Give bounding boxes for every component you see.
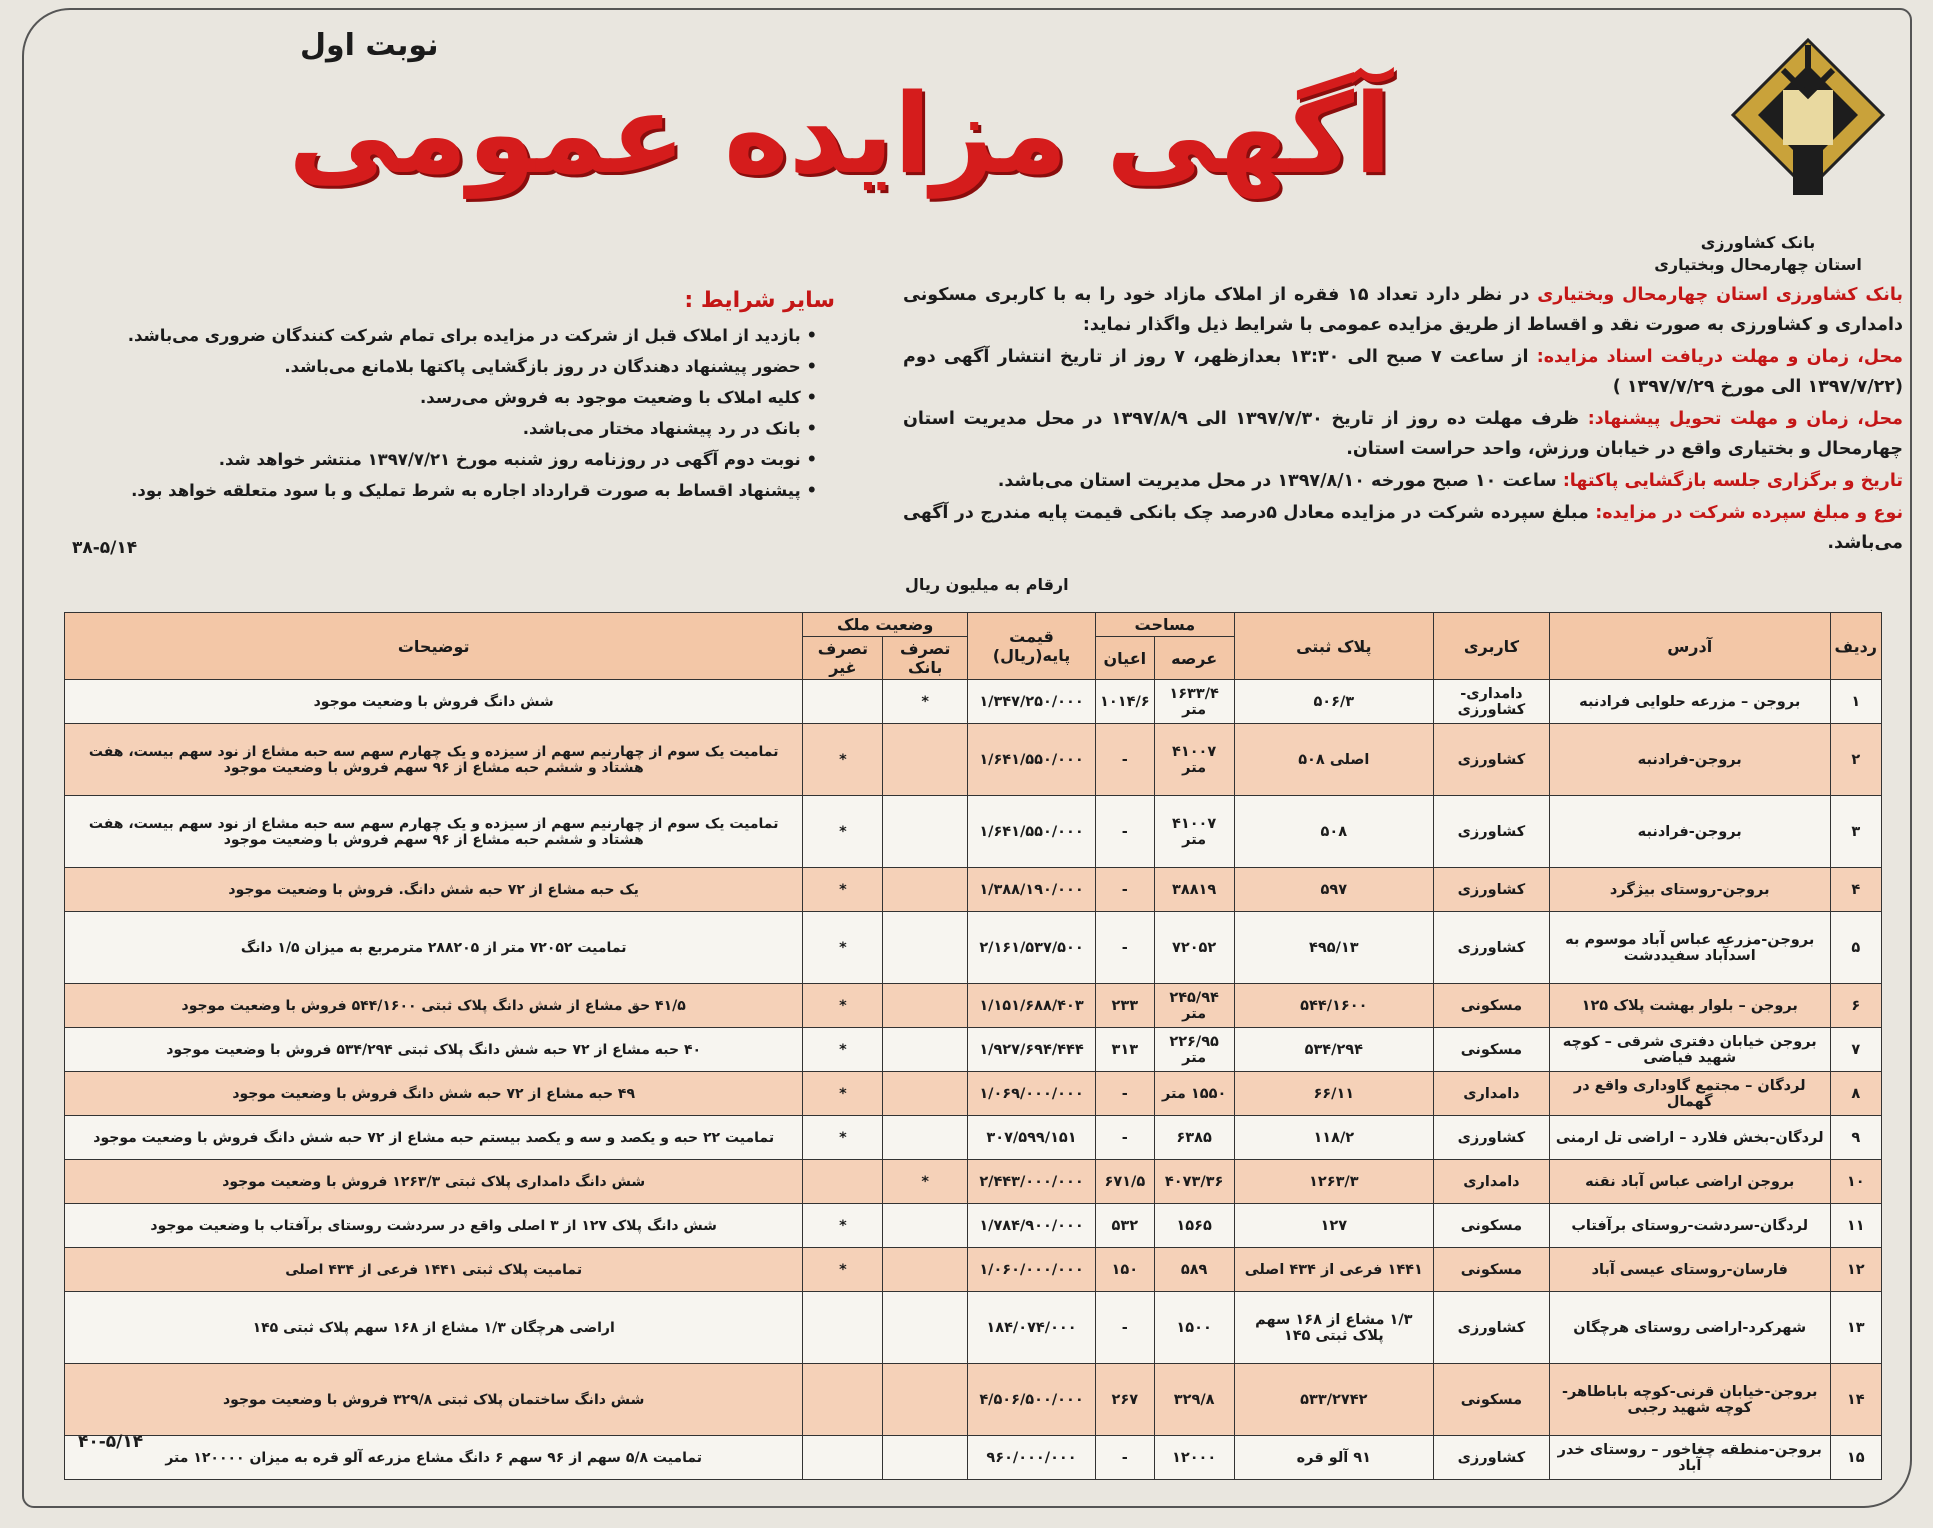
cell-description: ۴۹ حبه مشاع از ۷۲ حبه شش دانگ فروش با وضعیت موجود: [65, 1072, 803, 1116]
cell-land: ۳۲۹/۸: [1154, 1364, 1234, 1436]
table-row: [65, 724, 1882, 796]
header-address: آدرس: [1549, 613, 1830, 680]
cell-price: ۲/۴۴۳/۰۰۰/۰۰۰: [967, 1160, 1095, 1204]
cell-usage: کشاورزی: [1433, 796, 1549, 868]
cell-other-possession: [803, 1292, 883, 1364]
cell-bank-possession: [883, 796, 968, 868]
cell-plaque: اصلی ۵۰۸: [1234, 724, 1433, 796]
intro-highlight: بانک کشاورزی استان چهارمحال وبختیاری: [1537, 285, 1903, 305]
round-label: نوبت اول: [300, 28, 439, 63]
cell-bank-possession: [883, 1204, 968, 1248]
cell-row-number: ۶: [1830, 984, 1881, 1028]
cell-bank-possession: *: [883, 680, 968, 724]
cell-land: ۴۱۰۰۷ متر: [1154, 796, 1234, 868]
cell-bank-possession: [883, 868, 968, 912]
bank-name: بانک کشاورزی: [1700, 233, 1816, 252]
cell-other-possession: *: [803, 984, 883, 1028]
cell-description: یک حبه مشاع از ۷۲ حبه شش دانگ. فروش با وضعیت موجود: [65, 868, 803, 912]
documents-paragraph: [903, 342, 1903, 402]
cell-other-possession: *: [803, 1116, 883, 1160]
cell-row-number: ۱: [1830, 680, 1881, 724]
table-row: [65, 1160, 1882, 1204]
opening-highlight: تاریخ و برگزاری جلسه بازگشایی پاکتها:: [1562, 471, 1903, 491]
cell-plaque: ۵۰۸: [1234, 796, 1433, 868]
cell-other-possession: *: [803, 1028, 883, 1072]
cell-bank-possession: [883, 1072, 968, 1116]
cell-usage: کشاورزی: [1433, 1436, 1549, 1480]
cell-plaque: ۱۲۶۳/۳: [1234, 1160, 1433, 1204]
bank-province: استان چهارمحال وبختیاری: [1654, 255, 1862, 274]
cell-description: اراضی هرچگان ۱/۳ مشاع از ۱۶۸ سهم پلاک ثبتی ۱۴۵: [65, 1292, 803, 1364]
cell-usage: دامداری-کشاورزی: [1433, 680, 1549, 724]
cell-row-number: ۱۴: [1830, 1364, 1881, 1436]
cell-row-number: ۱۱: [1830, 1204, 1881, 1248]
cell-address: بروجن-فرادنبه: [1549, 796, 1830, 868]
cell-land: ۲۲۶/۹۵ متر: [1154, 1028, 1234, 1072]
cell-building: -: [1096, 1292, 1155, 1364]
header-price: قیمت پایه(ریال): [967, 613, 1095, 680]
cell-description: شش دانگ دامداری پلاک ثبتی ۱۲۶۳/۳ فروش با وضعیت موجود: [65, 1160, 803, 1204]
cell-row-number: ۳: [1830, 796, 1881, 868]
cell-other-possession: [803, 1160, 883, 1204]
cell-building: -: [1096, 912, 1155, 984]
cell-address: فارسان-روستای عیسی آباد: [1549, 1248, 1830, 1292]
cell-price: ۱/۱۵۱/۶۸۸/۴۰۳: [967, 984, 1095, 1028]
cell-bank-possession: [883, 1292, 968, 1364]
cell-other-possession: *: [803, 796, 883, 868]
cell-usage: دامداری: [1433, 1160, 1549, 1204]
cell-row-number: ۵: [1830, 912, 1881, 984]
cell-plaque: ۹۱ آلو قره: [1234, 1436, 1433, 1480]
cell-bank-possession: [883, 1116, 968, 1160]
units-note: ارقام به میلیون ریال: [905, 575, 1069, 594]
cell-row-number: ۹: [1830, 1116, 1881, 1160]
cell-other-possession: [803, 1436, 883, 1480]
cell-other-possession: *: [803, 912, 883, 984]
cell-description: شش دانگ ساختمان پلاک ثبتی ۳۲۹/۸ فروش با وضعیت موجود: [65, 1364, 803, 1436]
cell-building: -: [1096, 868, 1155, 912]
cell-bank-possession: [883, 1028, 968, 1072]
cell-bank-possession: [883, 1364, 968, 1436]
cell-description: تمامیت ۲۲ حبه و یکصد و سه و یکصد بیستم حبه مشاع از ۷۲ حبه شش دانگ فروش با وضعیت موجود: [65, 1116, 803, 1160]
cell-usage: مسکونی: [1433, 1248, 1549, 1292]
header-building: اعیان: [1096, 637, 1155, 680]
table-row: [65, 796, 1882, 868]
submission-paragraph: [903, 404, 1903, 464]
cell-price: ۴/۵۰۶/۵۰۰/۰۰۰: [967, 1364, 1095, 1436]
cell-building: -: [1096, 796, 1155, 868]
cell-land: ۲۴۵/۹۴ متر: [1154, 984, 1234, 1028]
cell-address: لردگان – مجتمع گاوداری واقع در گهمال: [1549, 1072, 1830, 1116]
cell-row-number: ۱۵: [1830, 1436, 1881, 1480]
table-row: [65, 912, 1882, 984]
deposit-highlight: نوع و مبلغ سپرده شرکت در مزایده:: [1595, 503, 1904, 523]
cell-address: بروجن – مزرعه حلوایی فرادنبه: [1549, 680, 1830, 724]
header-description: توضیحات: [65, 613, 803, 680]
condition-item: • نوبت دوم آگهی در روزنامه روز شنبه مورخ ۱۳۹۷/۷/۲۱ منتشر خواهد شد.: [115, 444, 817, 475]
cell-plaque: ۵۹۷: [1234, 868, 1433, 912]
table-row: [65, 1436, 1882, 1480]
condition-item: • پیشنهاد اقساط به صورت قرارداد اجاره به شرط تملیک و با سود متعلقه خواهد بود.: [115, 475, 817, 506]
cell-description: شش دانگ فروش با وضعیت موجود: [65, 680, 803, 724]
table-row: [65, 984, 1882, 1028]
cell-price: ۱۸۴/۰۷۴/۰۰۰: [967, 1292, 1095, 1364]
cell-price: ۱/۶۴۱/۵۵۰/۰۰۰: [967, 724, 1095, 796]
header-area: مساحت: [1096, 613, 1235, 637]
cell-address: بروجن-خیابان قرنی-کوچه باباطاهر-کوچه شهید رجبی: [1549, 1364, 1830, 1436]
reference-code-top: ۳۸-۵/۱۴: [72, 538, 138, 558]
header-bank-possession: تصرف بانک: [883, 637, 968, 680]
cell-building: ۳۱۳: [1096, 1028, 1155, 1072]
cell-building: -: [1096, 1116, 1155, 1160]
cell-bank-possession: [883, 912, 968, 984]
cell-plaque: ۴۹۵/۱۳: [1234, 912, 1433, 984]
cell-usage: کشاورزی: [1433, 868, 1549, 912]
cell-price: ۱/۷۸۴/۹۰۰/۰۰۰: [967, 1204, 1095, 1248]
cell-row-number: ۴: [1830, 868, 1881, 912]
cell-plaque: ۱۴۴۱ فرعی از ۴۳۴ اصلی: [1234, 1248, 1433, 1292]
page-title: آگهی مزایده عمومی: [288, 70, 1392, 198]
header-plaque: پلاک ثبتی: [1234, 613, 1433, 680]
cell-plaque: ۱۲۷: [1234, 1204, 1433, 1248]
cell-description: تمامیت پلاک ثبتی ۱۴۴۱ فرعی از ۴۳۴ اصلی: [65, 1248, 803, 1292]
header-status: وضعیت ملک: [803, 613, 968, 637]
cell-usage: مسکونی: [1433, 1028, 1549, 1072]
cell-land: ۱۲۰۰۰: [1154, 1436, 1234, 1480]
cell-land: ۶۳۸۵: [1154, 1116, 1234, 1160]
cell-description: ۴۱/۵ حق مشاع از شش دانگ پلاک ثبتی ۵۴۴/۱۶۰۰ فروش با وضعیت موجود: [65, 984, 803, 1028]
cell-address: بروجن-روستای بیژگرد: [1549, 868, 1830, 912]
table-row: [65, 1248, 1882, 1292]
bank-logo-icon: [1723, 35, 1893, 215]
cell-land: ۱۶۳۳/۴ متر: [1154, 680, 1234, 724]
cell-row-number: ۷: [1830, 1028, 1881, 1072]
table-row: [65, 1028, 1882, 1072]
cell-price: ۱/۳۴۷/۲۵۰/۰۰۰: [967, 680, 1095, 724]
deposit-paragraph: [903, 498, 1903, 558]
cell-description: تمامیت یک سوم از چهارنیم سهم از سیزده و یک چهارم سهم سه حبه مشاع از نود سهم بیست، هفت هشتاد و ششم حبه مشاع از ۹۶ سهم فروش با وضعیت موجود: [65, 796, 803, 868]
cell-usage: مسکونی: [1433, 1364, 1549, 1436]
cell-bank-possession: [883, 984, 968, 1028]
header-usage: کاربری: [1433, 613, 1549, 680]
cell-land: ۳۸۸۱۹: [1154, 868, 1234, 912]
intro-paragraph: [903, 280, 1903, 340]
table-row: [65, 1364, 1882, 1436]
cell-other-possession: *: [803, 724, 883, 796]
cell-price: ۱/۳۸۸/۱۹۰/۰۰۰: [967, 868, 1095, 912]
cell-other-possession: *: [803, 1072, 883, 1116]
cell-building: -: [1096, 1072, 1155, 1116]
cell-row-number: ۱۲: [1830, 1248, 1881, 1292]
cell-address: بروجن اراضی عباس آباد نقنه: [1549, 1160, 1830, 1204]
table-row: [65, 1072, 1882, 1116]
cell-address: بروجن – بلوار بهشت پلاک ۱۲۵: [1549, 984, 1830, 1028]
table-row: [65, 868, 1882, 912]
cell-building: -: [1096, 1436, 1155, 1480]
cell-description: تمامیت ۵/۸ سهم از ۹۶ سهم ۶ دانگ مشاع مزرعه آلو قره به میزان ۱۲۰۰۰۰ متر: [65, 1436, 803, 1480]
cell-land: ۱۵۵۰ متر: [1154, 1072, 1234, 1116]
cell-building: -: [1096, 724, 1155, 796]
cell-bank-possession: [883, 724, 968, 796]
cell-row-number: ۱۰: [1830, 1160, 1881, 1204]
cell-row-number: ۱۳: [1830, 1292, 1881, 1364]
cell-land: ۱۵۶۵: [1154, 1204, 1234, 1248]
cell-description: تمامیت ۷۲۰۵۲ متر از ۲۸۸۲۰۵ مترمربع به میزان ۱/۵ دانگ: [65, 912, 803, 984]
condition-item: • حضور پیشنهاد دهندگان در روز بازگشایی پاکتها بلامانع می‌باشد.: [115, 351, 817, 382]
cell-price: ۱/۹۲۷/۶۹۴/۴۴۴: [967, 1028, 1095, 1072]
cell-plaque: ۶۶/۱۱: [1234, 1072, 1433, 1116]
cell-description: تمامیت یک سوم از چهارنیم سهم از سیزده و یک چهارم سهم سه حبه مشاع از نود سهم بیست، هفت هشتاد و ششم حبه مشاع از ۹۶ سهم فروش با وضعیت موجود: [65, 724, 803, 796]
cell-usage: مسکونی: [1433, 984, 1549, 1028]
cell-price: ۱/۰۶۰/۰۰۰/۰۰۰: [967, 1248, 1095, 1292]
cell-plaque: ۵۰۶/۳: [1234, 680, 1433, 724]
other-conditions: [115, 285, 835, 506]
condition-item: • بانک در رد پیشنهاد مختار می‌باشد.: [115, 413, 817, 444]
cell-address: بروجن خیابان دفتری شرقی – کوچه شهید فیاضی: [1549, 1028, 1830, 1072]
documents-highlight: محل، زمان و مهلت دریافت اسناد مزایده:: [1536, 347, 1904, 367]
bank-name-block: [1643, 232, 1873, 276]
cell-address: لردگان-سردشت-روستای برآفتاب: [1549, 1204, 1830, 1248]
cell-building: ۲۶۷: [1096, 1364, 1155, 1436]
cell-usage: کشاورزی: [1433, 1116, 1549, 1160]
cell-usage: مسکونی: [1433, 1204, 1549, 1248]
opening-body: ساعت ۱۰ صبح مورخه ۱۳۹۷/۸/۱۰ در محل مدیریت استان می‌باشد.: [997, 471, 1563, 491]
cell-description: ۴۰ حبه مشاع از ۷۲ حبه شش دانگ پلاک ثبتی ۵۳۴/۲۹۴ فروش با وضعیت موجود: [65, 1028, 803, 1072]
cell-land: ۷۲۰۵۲: [1154, 912, 1234, 984]
cell-row-number: ۲: [1830, 724, 1881, 796]
cell-address: بروجن-فرادنبه: [1549, 724, 1830, 796]
cell-usage: کشاورزی: [1433, 912, 1549, 984]
cell-row-number: ۸: [1830, 1072, 1881, 1116]
cell-bank-possession: *: [883, 1160, 968, 1204]
deposit-body: مبلغ سپرده شرکت در مزایده معادل ۵درصد چک بانکی قیمت پایه مندرج در آگهی می‌باشد.: [903, 503, 1903, 553]
cell-price: ۱/۶۴۱/۵۵۰/۰۰۰: [967, 796, 1095, 868]
reference-code-bottom: ۴۰-۵/۱۴: [78, 1432, 144, 1452]
cell-usage: کشاورزی: [1433, 1292, 1549, 1364]
submission-body: ظرف مهلت ده روز از تاریخ ۱۳۹۷/۷/۳۰ الی ۱۳۹۷/۸/۹ در محل مدیریت استان چهارمحال و بختیاری واقع در خیابان ورزش، واحد حراست استان.: [903, 409, 1903, 459]
cell-usage: کشاورزی: [1433, 724, 1549, 796]
other-conditions-list: [115, 320, 835, 506]
documents-body: از ساعت ۷ صبح الی ۱۳:۳۰ بعدازظهر، ۷ روز از تاریخ انتشار آگهی دوم (۱۳۹۷/۷/۲۲ الی مورخ ۱۳۹۷/۷/۲۹ ): [903, 347, 1903, 397]
cell-building: ۵۳۲: [1096, 1204, 1155, 1248]
header-row-number: ردیف: [1830, 613, 1881, 680]
intro-body: در نظر دارد تعداد ۱۵ فقره از املاک مازاد خود را به با کاربری مسکونی دامداری و کشاورزی به صورت نقد و اقساط از طریق مزایده عمومی با شرایط ذیل واگذار نماید:: [903, 285, 1903, 335]
cell-bank-possession: [883, 1248, 968, 1292]
header-land: عرصه: [1154, 637, 1234, 680]
table-row: [65, 1292, 1882, 1364]
cell-address: بروجن-مزرعه عباس آباد موسوم به اسدآباد سفیددشت: [1549, 912, 1830, 984]
condition-item: • بازدید از املاک قبل از شرکت در مزایده برای تمام شرکت کنندگان ضروری می‌باشد.: [115, 320, 817, 351]
cell-description: شش دانگ پلاک ۱۲۷ از ۳ اصلی واقع در سردشت روستای برآفتاب با وضعیت موجود: [65, 1204, 803, 1248]
table-row: [65, 1204, 1882, 1248]
cell-address: لردگان-بخش فلارد – اراضی تل ارمنی: [1549, 1116, 1830, 1160]
cell-other-possession: [803, 1364, 883, 1436]
cell-plaque: ۱/۳ مشاع از ۱۶۸ سهم پلاک ثبتی ۱۴۵: [1234, 1292, 1433, 1364]
other-conditions-title: سایر شرایط :: [684, 288, 835, 313]
cell-land: ۴۱۰۰۷ متر: [1154, 724, 1234, 796]
cell-other-possession: *: [803, 1248, 883, 1292]
cell-plaque: ۵۳۴/۲۹۴: [1234, 1028, 1433, 1072]
cell-other-possession: [803, 680, 883, 724]
cell-price: ۳۰۷/۵۹۹/۱۵۱: [967, 1116, 1095, 1160]
cell-land: ۵۸۹: [1154, 1248, 1234, 1292]
cell-building: ۱۰۱۴/۶: [1096, 680, 1155, 724]
cell-bank-possession: [883, 1436, 968, 1480]
cell-address: شهرکرد-اراضی روستای هرچگان: [1549, 1292, 1830, 1364]
cell-plaque: ۱۱۸/۲: [1234, 1116, 1433, 1160]
cell-plaque: ۵۴۴/۱۶۰۰: [1234, 984, 1433, 1028]
cell-other-possession: *: [803, 868, 883, 912]
cell-price: ۹۶۰/۰۰۰/۰۰۰: [967, 1436, 1095, 1480]
cell-land: ۱۵۰۰: [1154, 1292, 1234, 1364]
cell-usage: دامداری: [1433, 1072, 1549, 1116]
table-row: [65, 680, 1882, 724]
opening-paragraph: [903, 466, 1903, 496]
cell-building: ۶۷۱/۵: [1096, 1160, 1155, 1204]
properties-table: [64, 612, 1882, 1480]
submission-highlight: محل، زمان و مهلت تحویل پیشنهاد:: [1587, 409, 1903, 429]
cell-other-possession: *: [803, 1204, 883, 1248]
cell-building: ۲۳۳: [1096, 984, 1155, 1028]
intro-text: [903, 280, 1903, 560]
cell-building: ۱۵۰: [1096, 1248, 1155, 1292]
cell-address: بروجن-منطقه چغاخور – روستای خدر آباد: [1549, 1436, 1830, 1480]
condition-item: • کلیه املاک با وضعیت موجود به فروش می‌رسد.: [115, 382, 817, 413]
header-other-possession: تصرف غیر: [803, 637, 883, 680]
cell-land: ۴۰۷۳/۳۶: [1154, 1160, 1234, 1204]
cell-price: ۱/۰۶۹/۰۰۰/۰۰۰: [967, 1072, 1095, 1116]
cell-plaque: ۵۳۳/۲۷۴۲: [1234, 1364, 1433, 1436]
table-row: [65, 1116, 1882, 1160]
cell-price: ۲/۱۶۱/۵۳۷/۵۰۰: [967, 912, 1095, 984]
